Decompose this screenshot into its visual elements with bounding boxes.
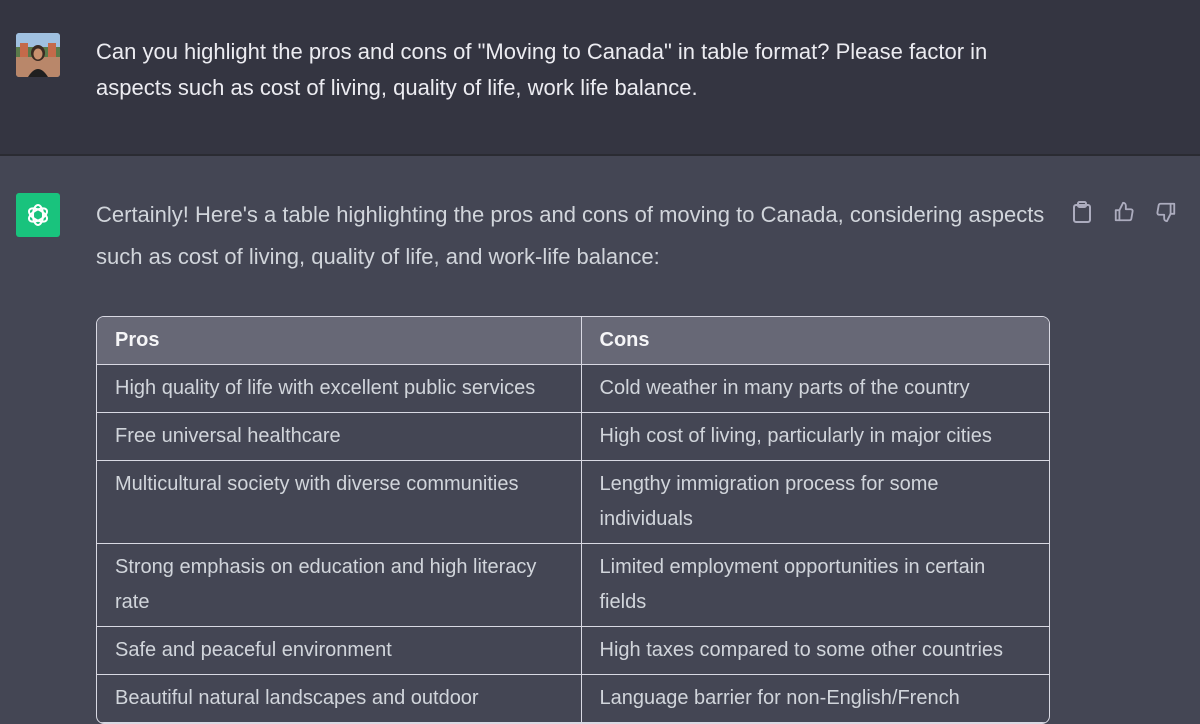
thumbs-down-icon [1155,201,1177,223]
table-header-pros: Pros [97,317,581,365]
table-row [97,365,1049,413]
cons-cell: Cold weather in many parts of the country [581,365,1049,413]
table-row [97,413,1049,461]
pros-cell: Multicultural society with diverse communities [97,461,581,544]
pros-cell: Beautiful natural landscapes and outdoor [97,675,581,723]
cons-cell: Lengthy immigration process for some individuals [581,461,1049,544]
user-avatar [16,33,60,77]
clipboard-icon [1072,201,1092,223]
cons-cell: High taxes compared to some other countries [581,627,1049,675]
table-row [97,627,1049,675]
user-message-text: Can you highlight the pros and cons of "Moving to Canada" in table format? Please factor in aspects such as cost of living, quality of life, work life balance. [96,39,988,100]
thumbs-up-icon [1113,201,1135,223]
pros-cell: Strong emphasis on education and high literacy rate [97,544,581,627]
table-header-row [97,317,1049,365]
user-message-row [0,0,1200,156]
copy-button[interactable] [1066,197,1098,227]
assistant-message-row [0,156,1200,723]
thumbs-up-button[interactable] [1108,197,1140,227]
pros-cell: High quality of life with excellent public services [97,365,581,413]
table-row [97,675,1049,723]
table-row [97,461,1049,544]
message-actions [1066,197,1182,227]
table-header-cons: Cons [581,317,1049,365]
pros-cons-table [96,316,1050,724]
thumbs-down-button[interactable] [1150,197,1182,227]
chatgpt-logo-icon [16,193,60,237]
cons-cell: Limited employment opportunities in certain fields [581,544,1049,627]
pros-cell: Free universal healthcare [97,413,581,461]
assistant-intro-text: Certainly! Here's a table highlighting the pros and cons of moving to Canada, considering aspects such as cost of living, quality of life, and work-life balance: [96,202,1045,269]
cons-cell: Language barrier for non-English/French [581,675,1049,723]
cons-cell: High cost of living, particularly in major cities [581,413,1049,461]
table-row [97,544,1049,627]
pros-cell: Safe and peaceful environment [97,627,581,675]
